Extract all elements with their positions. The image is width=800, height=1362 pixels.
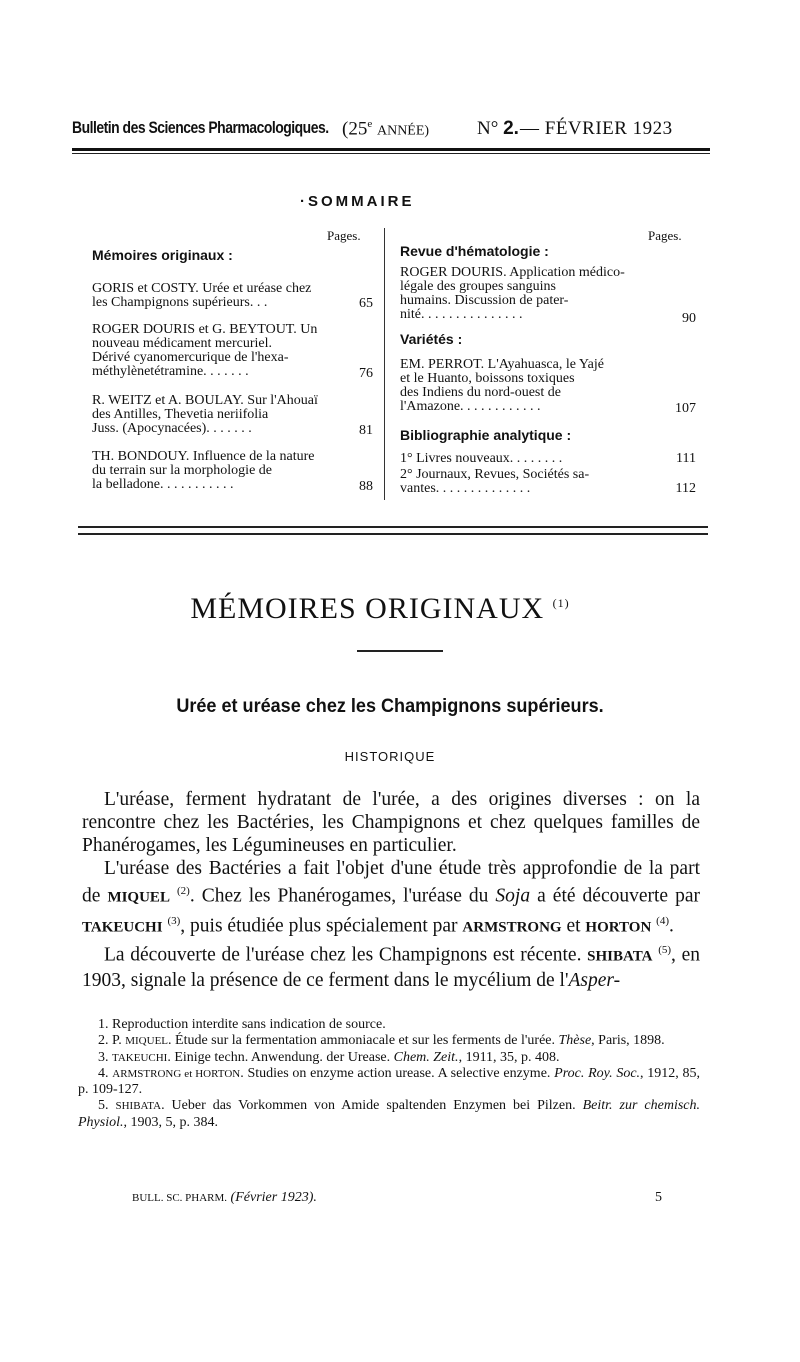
footnote: 5. SHIBATA. Ueber das Vorkommen von Amide spaltenden Enzymen bei Pilzen. Beitr. zur chemisch. Physiol., 1903, 5, p. 384. xyxy=(78,1098,700,1130)
toc-page-number: 107 xyxy=(675,401,696,416)
pages-label-right: Pages. xyxy=(648,228,682,243)
paragraph: La découverte de l'uréase chez les Champignons est récente. SHIBATA $^{(5)}$, en 1903, signale la présence de ce ferment dans le mycélium de l'Asper- xyxy=(82,944,701,991)
title-rule xyxy=(357,650,443,652)
column-divider xyxy=(384,228,385,500)
toc-left xyxy=(92,248,372,262)
footer-date: (Février 1923). xyxy=(230,1190,317,1205)
footnotes xyxy=(78,1017,700,1131)
toc-entry: ROGER DOURIS. Application médico- légale des groupes sanguins humains. Discussion de pater- nité. . . . . . . . . . . . . . . 90 xyxy=(400,265,696,326)
toc-page-number: 90 xyxy=(682,311,696,326)
toc-entry: TH. BONDOUY. Influence de la nature du terrain sur la morphologie de la belladone. . . . . . . . . . . 88 xyxy=(92,449,373,494)
paragraph: L'uréase des Bactéries a fait l'objet d'une étude très approfondie de la part de MIQUEL $^{(2)}$. Chez les Phanérogames, l'uréase du Soja a été découverte par TAKEUCHI $^{(3)}$, puis étudiée plus spécialement par ARMSTRONG et HORTON $^{(4)}$. xyxy=(82,858,701,936)
footnote: 2. P. MIQUEL. Étude sur la fermentation ammoniacale et sur les ferments de l'urée. Thèse, Paris, 1898. xyxy=(98,1033,665,1049)
toc-section-title: Bibliographie analytique : xyxy=(400,427,572,443)
toc-page-number: 65 xyxy=(359,296,373,311)
toc-page-number: 112 xyxy=(675,481,696,496)
toc-entry: R. WEITZ et A. BOULAY. Sur l'Ahouaï des Antilles, Thevetia neriifolia Juss. (Apocynacées). . . . . . . 81 xyxy=(92,393,373,438)
toc-page-number: 81 xyxy=(359,423,373,438)
section-rule xyxy=(78,533,708,535)
header-rule-thin xyxy=(72,153,710,154)
article-body xyxy=(82,788,700,992)
main-title: MÉMOIRES ORIGINAUX $^{(1)}$ xyxy=(190,592,570,625)
toc-page-number: 111 xyxy=(676,451,696,466)
issue-date: — FÉVRIER 1923 xyxy=(520,118,673,139)
toc-section-title: Variétés : xyxy=(400,331,463,347)
section-rule xyxy=(78,526,708,528)
footnote: 4. ARMSTRONG et HORTON. Studies on enzyme action urease. A selective enzyme. Proc. Roy. Soc., 1912, 85, p. 109-127. xyxy=(78,1065,701,1098)
toc-page-number: 76 xyxy=(359,366,373,381)
running-header xyxy=(72,118,712,144)
paragraph: L'uréase, ferment hydratant de l'urée, a des origines diverses : on la rencontre chez les Bactéries, les Champignons et chez quelques familles de Phanérogames, les Légumineuses en particulier. xyxy=(82,789,700,856)
footer-journal: BULL. SC. PHARM. xyxy=(132,1192,228,1204)
toc-entry: 2° Journaux, Revues, Sociétés sa- vantes. . . . . . . . . . . . . . 112 xyxy=(400,467,696,496)
toc-entry: 1° Livres nouveaux. . . . . . . . 111 xyxy=(400,451,696,466)
article-title: Urée et uréase chez les Champignons supérieurs. xyxy=(176,696,604,717)
header-rule xyxy=(72,148,710,151)
journal-title: Bulletin des Sciences Pharmacologiques. xyxy=(72,118,329,137)
volume-year: (25e ANNÉE) xyxy=(342,118,430,140)
footnote: 3. TAKEUCHI. Einige techn. Anwendung. der Urease. Chem. Zeit., 1911, 35, p. 408. xyxy=(98,1049,560,1065)
toc-page-number: 88 xyxy=(359,479,373,494)
page-footer xyxy=(132,1190,662,1206)
toc-entry: ROGER DOURIS et G. BEYTOUT. Un nouveau médicament mercuriel. Dérivé cyanomercurique de l'hexa- méthylènetétramine. . . . . . . 76 xyxy=(92,322,373,381)
toc-entry: EM. PERROT. L'Ayahuasca, le Yajé et le Huanto, boissons toxiques des Indiens du nord-ouest de l'Amazone. . . . . . . . . . . . 107 xyxy=(400,357,696,416)
footnote: 1. Reproduction interdite sans indication de source. xyxy=(98,1017,386,1032)
issue-number: N° 2. xyxy=(477,118,519,139)
pages-label-left: Pages. xyxy=(327,228,361,243)
toc-entry: GORIS et COSTY. Urée et uréase chez les Champignons supérieurs. . . 65 xyxy=(92,281,373,311)
section-heading: HISTORIQUE xyxy=(344,749,436,764)
sommaire-title: ·SOMMAIRE xyxy=(300,193,415,210)
toc-section-title: Mémoires originaux : xyxy=(92,247,233,263)
main-title-note: (1) xyxy=(552,596,570,610)
page-number: 5 xyxy=(655,1190,662,1205)
toc-section-title: Revue d'hématologie : xyxy=(400,243,549,259)
